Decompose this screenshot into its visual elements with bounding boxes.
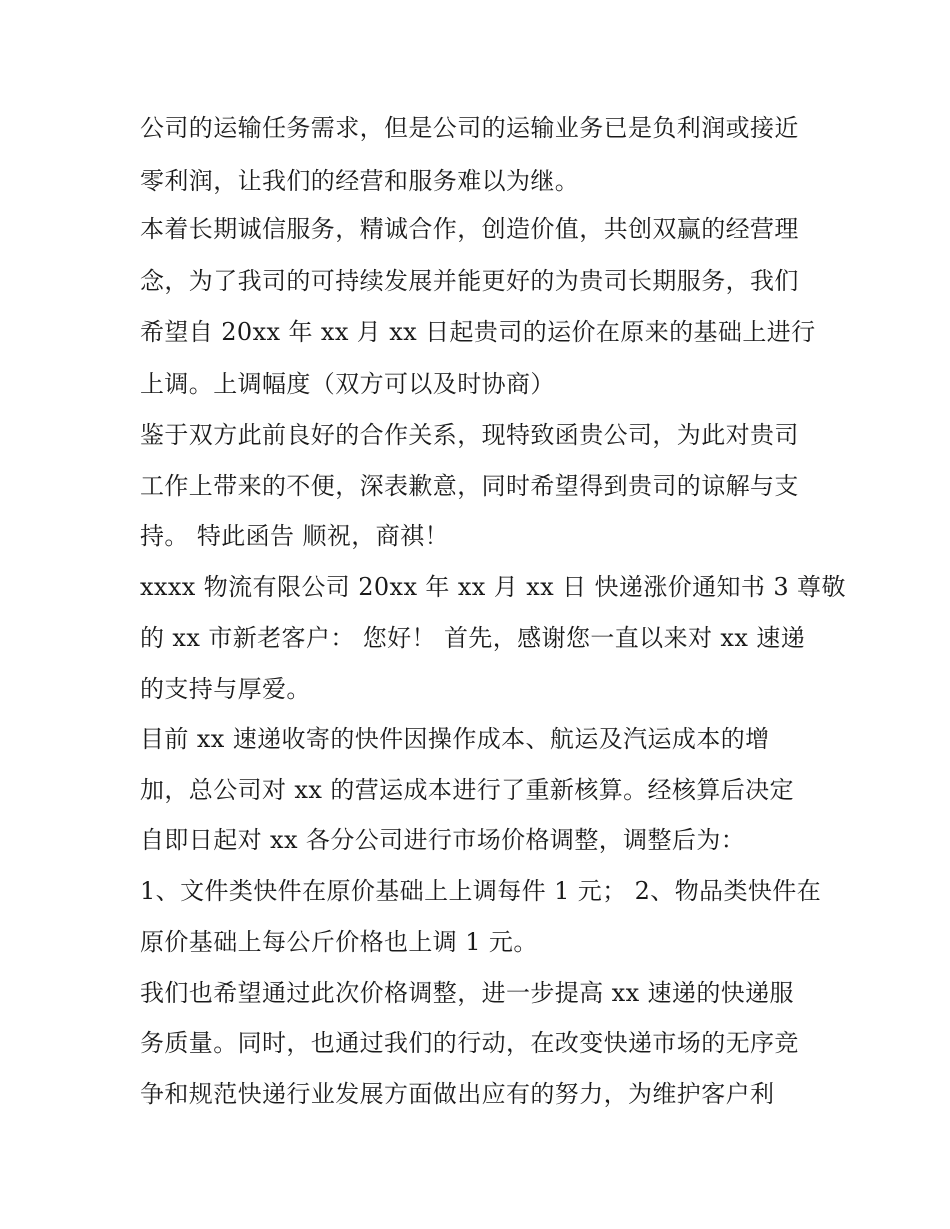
text-line: 1、文件类快件在原价基础上上调每件 1 元； 2、物品类快件在 [140,877,822,905]
text-line: 上调。上调幅度（双方可以及时协商） [140,370,555,398]
text-line: 工作上带来的不便，深表歉意，同时希望得到贵司的谅解与支 [140,472,799,500]
text-line: 目前 xx 速递收寄的快件因操作成本、航运及汽运成本的增 [140,725,770,753]
text-line: 希望自 20xx 年 xx 月 xx 日起贵司的运价在原来的基础上进行 [140,318,816,346]
text-line: 鉴于双方此前良好的合作关系，现特致函贵公司，为此对贵司 [140,421,799,449]
text-line: 我们也希望通过此次价格调整，进一步提高 xx 速递的快递服 [140,979,794,1007]
text-line: 的 xx 市新老客户： 您好！ 首先，感谢您一直以来对 xx 速递 [140,624,806,652]
text-line: 争和规范快递行业发展方面做出应有的努力，为维护客户利 [140,1080,775,1108]
text-line: xxxx 物流有限公司 20xx 年 xx 月 xx 日 快递涨价通知书 3 尊敬 [140,573,846,601]
text-line: 持。 特此函告 顺祝，商祺！ [140,522,449,550]
text-line: 公司的运输任务需求，但是公司的运输业务已是负利润或接近 [140,114,799,142]
text-line: 原价基础上每公斤价格也上调 1 元。 [140,928,538,956]
text-line: 念，为了我司的可持续发展并能更好的为贵司长期服务，我们 [140,267,799,295]
text-line: 自即日起对 xx 各分公司进行市场价格调整，调整后为： [140,826,746,854]
text-line: 本着长期诚信服务，精诚合作，创造价值，共创双赢的经营理 [140,215,799,243]
text-line: 加，总公司对 xx 的营运成本进行了重新核算。经核算后决定 [140,776,794,804]
text-line: 零利润，让我们的经营和服务难以为继。 [140,167,580,195]
text-line: 务质量。同时，也通过我们的行动，在改变快递市场的无序竞 [140,1029,799,1057]
text-line: 的支持与厚爱。 [140,675,311,703]
